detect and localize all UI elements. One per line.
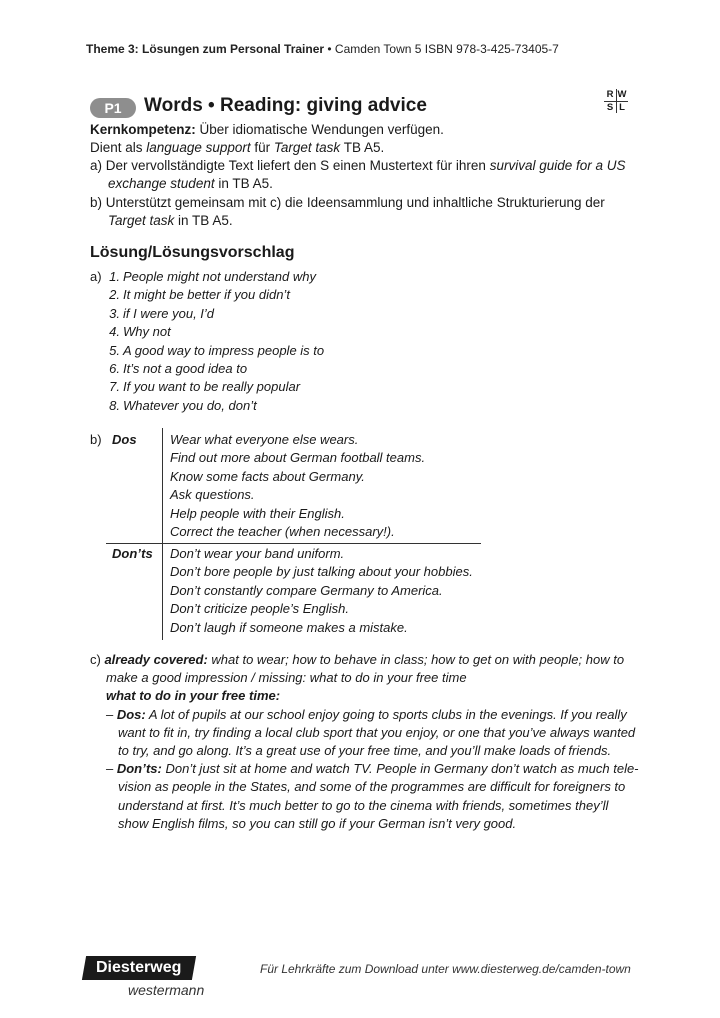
kern-text: Über idiomatische Wendungen verfügen. [195, 122, 444, 137]
table-divider-vertical [162, 428, 163, 640]
part-c [90, 651, 639, 833]
intro-b-line2 [108, 212, 233, 230]
intro-text: TB A5. [340, 140, 385, 155]
intro-b-line1: b) Unterstützt gemeinsam mit c) die Ideensammlung und inhaltliche Strukturierung der [90, 195, 605, 210]
item-number: 2. [109, 287, 120, 303]
part-c-line: make a good impression / missing: what to do in your free time [106, 670, 467, 686]
item-text: Whatever you do, don’t [123, 397, 257, 413]
task-title: Words • Reading: giving advice [144, 95, 427, 116]
part-c-line: to try, and go along. It’s a great use of your free time, and you’ll make loads of friends. [118, 742, 612, 758]
list-item: Ask questions. [170, 487, 255, 503]
intro-line-2 [90, 139, 384, 157]
download-note: Für Lehrkräfte zum Download unter www.diesterweg.de/camden-town [260, 962, 631, 976]
header-theme: Theme 3: Lösungen zum Personal Trainer [86, 42, 325, 56]
intro-text: für [250, 140, 274, 155]
intro-text: in TB A5. [174, 213, 233, 228]
skill-r: R [606, 89, 614, 100]
skill-l: L [619, 102, 625, 113]
covered-label: already covered: [104, 652, 208, 667]
part-c-text: Don’t just sit at home and watch TV. People in Germany don’t watch as much tele- [161, 761, 639, 777]
part-c-line: – Dos: A lot of pupils at our school enjoy going to sports clubs in the evenings. If you really [106, 706, 627, 722]
kernkompetenz-line [90, 121, 444, 139]
part-c-line: vision as people in the States, and some of the programmes are difficult for foreigners to [118, 779, 626, 795]
diesterweg-logo [82, 956, 196, 980]
dos-heading: Dos [112, 432, 137, 447]
solution-heading: Lösung/Lösungsvorschlag [90, 244, 295, 261]
header-book-info: • Camden Town 5 ISBN 978-3-425-73405-7 [324, 42, 559, 56]
item-number: 8. [109, 397, 120, 413]
part-c-line: understand at first. It’s much better to go to the cinema with friends, sometimes they’ll [118, 797, 609, 813]
intro-italic: exchange student [108, 176, 215, 191]
part-b-label: b) [90, 432, 102, 447]
list-item: Don’t bore people by just talking about your hobbies. [170, 564, 473, 580]
table-divider-horizontal [106, 543, 481, 544]
part-c-line: want to fit in, try finding a local club sport that you enjoy, or one that you’ve always wanted [118, 724, 636, 740]
part-c-line [90, 651, 639, 669]
part-a-label: a) [90, 269, 102, 284]
intro-a-line2 [108, 175, 273, 193]
intro-italic: survival guide for a US [489, 158, 626, 173]
logo-text: Diesterweg [96, 959, 182, 976]
item-number: 1. [109, 269, 120, 284]
intro-italic: Target task [273, 140, 341, 155]
list-item: Don’t constantly compare Germany to America. [170, 582, 443, 598]
free-time-heading: what to do in your free time: [106, 688, 281, 704]
skill-w: W [617, 89, 627, 100]
part-c-text: A lot of pupils at our school enjoy going to sports clubs in the evenings. If you really [145, 706, 627, 722]
westermann-logo: westermann [128, 982, 205, 998]
list-item: Correct the teacher (when necessary!). [170, 523, 395, 539]
list-item: Wear what everyone else wears. [170, 432, 359, 447]
list-item: Find out more about German football teams. [170, 450, 426, 466]
item-number: 3. [109, 305, 120, 321]
part-c-line: – Don’ts: Don’t just sit at home and watch TV. People in Germany don’t watch as much tele- [106, 761, 639, 777]
item-text: If you want to be really popular [123, 379, 301, 395]
part-c-line: show English films, so you can still go if your German isn’t very good. [118, 815, 517, 831]
list-item: Don’t wear your band uniform. [170, 546, 345, 561]
item-text: It might be better if you didn’t [123, 287, 290, 303]
donts-list [170, 545, 473, 637]
intro-a-line1 [90, 157, 626, 175]
intro-text: Dient als [90, 140, 147, 155]
dos-label: Dos: [116, 706, 146, 722]
list-item: Don’t criticize people’s English. [170, 601, 349, 617]
skill-s: S [606, 102, 614, 113]
item-number: 7. [109, 379, 120, 395]
intro-text: in TB A5. [214, 176, 273, 191]
kern-label: Kernkompetenz: [90, 122, 196, 137]
list-item: Help people with their English. [170, 505, 345, 521]
item-text: Why not [123, 324, 171, 340]
task-badge: P1 [90, 98, 136, 118]
part-c-text: what to wear; how to behave in class; how to get on with people; how to [207, 652, 625, 667]
intro-italic: Target task [108, 213, 175, 228]
intro-text: a) Der vervollständigte Text liefert den S einen Mustertext für ihren [90, 158, 490, 173]
list-item: Know some facts about Germany. [170, 468, 365, 484]
part-c-label: c) [90, 652, 105, 667]
skills-grid [604, 88, 628, 114]
item-number: 5. [109, 342, 120, 358]
item-number: 4. [109, 324, 120, 340]
page-header [86, 42, 559, 56]
list-item: Don’t laugh if someone makes a mistake. [170, 619, 408, 635]
item-number: 6. [109, 360, 120, 376]
item-text: It’s not a good idea to [123, 360, 248, 376]
item-text: if I were you, I’d [123, 305, 215, 321]
item-text: People might not understand why [123, 269, 316, 284]
donts-label: Don’ts: [116, 761, 162, 777]
dos-list [170, 431, 425, 541]
donts-heading: Don’ts [112, 546, 153, 561]
item-text: A good way to impress people is to [123, 342, 325, 358]
intro-italic: language support [146, 140, 251, 155]
